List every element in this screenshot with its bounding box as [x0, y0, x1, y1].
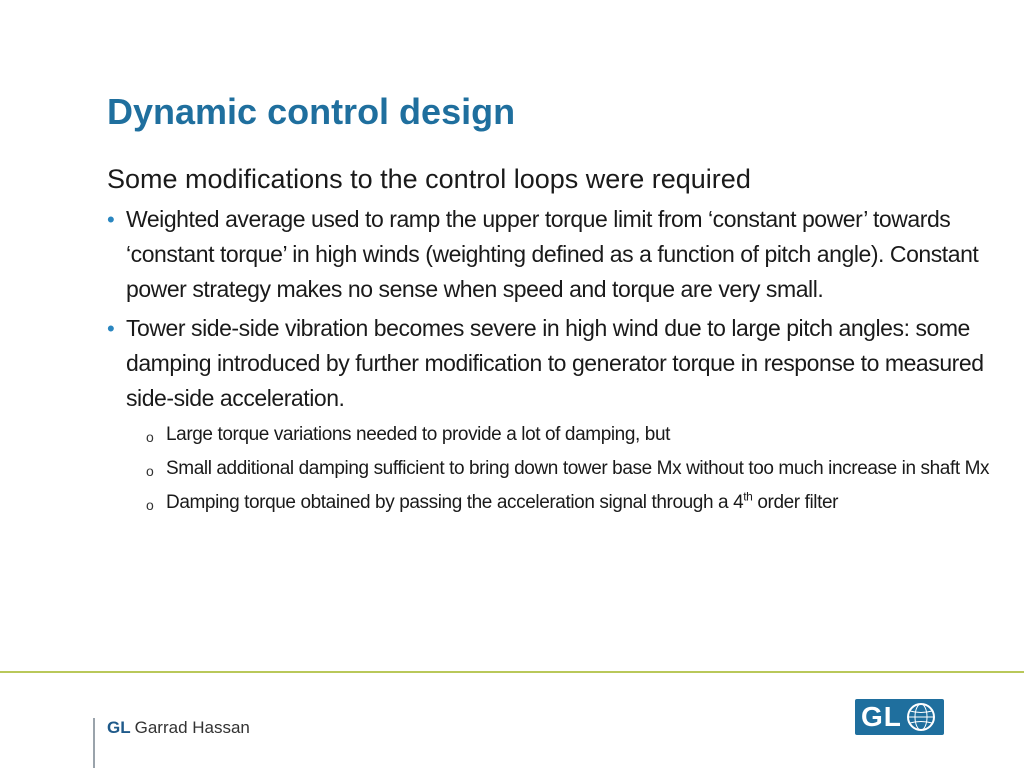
- footer-brand-gl: GL: [107, 718, 131, 737]
- footer-divider: [0, 671, 1024, 673]
- bullet-marker-icon: •: [107, 316, 115, 341]
- sub-bullet-item: [146, 420, 1007, 450]
- sub-bullet-marker-icon: o: [146, 497, 154, 513]
- ordinal-superscript: th: [743, 489, 753, 504]
- bullet-text: Tower side-side vibration becomes severe in high wind due to large pitch angles: some damping introduced by further modification to generator torque in response to measured side-side acceleration.: [126, 315, 984, 411]
- sub-bullet-text: Small additional damping sufficient to bring down tower base Mx without too much increase in shaft Mx: [166, 458, 990, 479]
- slide-subtitle: Some modifications to the control loops were required: [107, 164, 751, 194]
- bullet-text: Weighted average used to ramp the upper torque limit from ‘constant power’ towards ‘constant torque’ in high winds (weighting defined as a function of pitch angle). Constant power strategy makes no sense when speed and torque are very small.: [126, 206, 979, 302]
- bullet-list: [107, 202, 1007, 518]
- bullet-item: [107, 311, 1007, 518]
- sub-bullet-item: [146, 454, 1007, 484]
- slide-title: Dynamic control design: [107, 91, 516, 132]
- sub-bullet-list: [146, 420, 1007, 518]
- gl-logo: [855, 699, 944, 735]
- sub-bullet-marker-icon: o: [146, 463, 154, 479]
- bullet-item: [107, 202, 1007, 307]
- footer-vertical-bar: [93, 718, 95, 768]
- sub-bullet-item: [146, 488, 1007, 518]
- logo-text: GL: [861, 701, 902, 732]
- sub-bullet-marker-icon: o: [146, 429, 154, 445]
- sub-bullet-text: Large torque variations needed to provide a lot of damping, but: [166, 424, 670, 445]
- bullet-marker-icon: •: [107, 207, 115, 232]
- sub-bullet-text-before: Damping torque obtained by passing the acceleration signal through a 4: [166, 492, 744, 513]
- footer-brand-name: Garrad Hassan: [134, 718, 250, 737]
- slide-content: [107, 160, 1007, 522]
- globe-icon: [906, 702, 936, 732]
- footer-brand: [107, 716, 250, 740]
- sub-bullet-text-after: order filter: [752, 492, 839, 513]
